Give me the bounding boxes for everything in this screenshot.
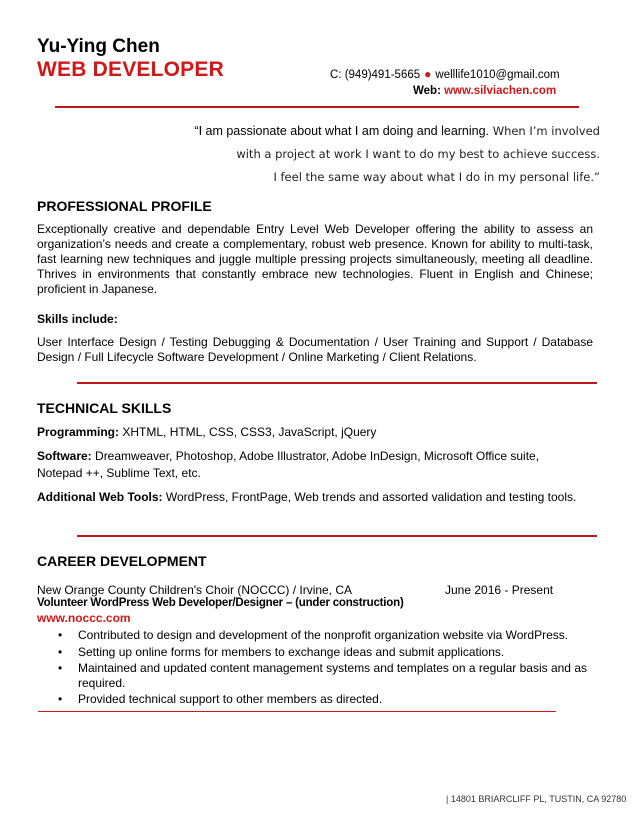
career-role: Volunteer WordPress Web Developer/Designer – (under construction) bbox=[37, 597, 404, 609]
software-line bbox=[37, 448, 587, 482]
website-link[interactable]: www.silviachen.com bbox=[444, 85, 557, 97]
header-divider bbox=[55, 106, 579, 108]
technical-divider bbox=[77, 535, 597, 537]
quote-line-3: I feel the same way about what I do in my personal life.” bbox=[273, 170, 600, 184]
website-line bbox=[413, 85, 556, 97]
career-website-link[interactable]: www.noccc.com bbox=[37, 611, 131, 625]
list-item: • Setting up online forms for members to exchange ideas and submit applications. bbox=[58, 645, 598, 660]
career-bullet-list bbox=[58, 628, 598, 709]
quote-line-2: with a project at work I want to do my best to achieve success. bbox=[236, 147, 600, 161]
tools-line bbox=[37, 489, 582, 506]
profile-heading: PROFESSIONAL PROFILE bbox=[37, 198, 212, 214]
skills-heading: Skills include: bbox=[37, 312, 118, 326]
career-dates: June 2016 - Present bbox=[445, 583, 554, 597]
programming-line bbox=[37, 425, 376, 439]
candidate-name: Yu-Ying Chen bbox=[37, 36, 160, 57]
list-item: • Provided technical support to other members as directed. bbox=[58, 692, 598, 707]
quote-part-a: “I am passionate about what I am doing and learning. bbox=[194, 124, 490, 138]
email-address[interactable]: welllife1010@gmail.com bbox=[435, 69, 560, 81]
career-divider bbox=[38, 711, 556, 712]
phone-number: C: (949)491-5665 bbox=[330, 69, 421, 81]
website-label: Web: bbox=[413, 85, 441, 97]
bullet-dot-icon: ● bbox=[424, 67, 432, 81]
software-value: Dreamweaver, Photoshop, Adobe Illustrator, Adobe InDesign, Microsoft Office suite, Notepad ++, Sublime Text, etc. bbox=[37, 449, 540, 480]
programming-value: XHTML, HTML, CSS, CSS3, JavaScript, jQuery bbox=[119, 425, 377, 439]
quote-part-b: When I’m involved bbox=[489, 124, 600, 138]
contact-line bbox=[330, 67, 560, 81]
skills-list: User Interface Design / Testing Debugging & Documentation / User Training and Support / Database Design / Full Lifecycle Software Development / Online Marketing / Client Relations. bbox=[37, 335, 593, 364]
tools-label: Additional Web Tools: bbox=[37, 490, 163, 504]
list-item: • Contributed to design and development of the nonprofit organization website via WordPress. bbox=[58, 628, 598, 643]
job-title: WEB DEVELOPER bbox=[37, 58, 224, 81]
profile-summary: Exceptionally creative and dependable Entry Level Web Developer offering the ability to assess an organization’s needs and create a complementary, robust web presence. Known for ability to multi-task, fast learning new techniques and juggle multiple pressing projects simultaneously, meeting all deadline. Thrives in environments that constantly embrace new technologies. Fluent in English and Chinese; proficient in Japanese. bbox=[37, 222, 593, 296]
programming-label: Programming: bbox=[37, 425, 120, 439]
tools-value: WordPress, FrontPage, Web trends and assorted validation and testing tools. bbox=[162, 490, 577, 504]
career-organization: New Orange County Children's Choir (NOCCC) / Irvine, CA bbox=[37, 583, 353, 597]
profile-divider bbox=[77, 382, 597, 384]
technical-heading: TECHNICAL SKILLS bbox=[37, 400, 172, 416]
career-heading: CAREER DEVELOPMENT bbox=[37, 553, 207, 569]
list-item: • Maintained and updated content management systems and templates on a regular basis and as required. bbox=[58, 661, 598, 690]
software-label: Software: bbox=[37, 449, 92, 463]
footer-address: | 14801 BRIARCLIFF PL, TUSTIN, CA 92780 bbox=[446, 794, 627, 804]
quote-line-1 bbox=[194, 124, 600, 138]
